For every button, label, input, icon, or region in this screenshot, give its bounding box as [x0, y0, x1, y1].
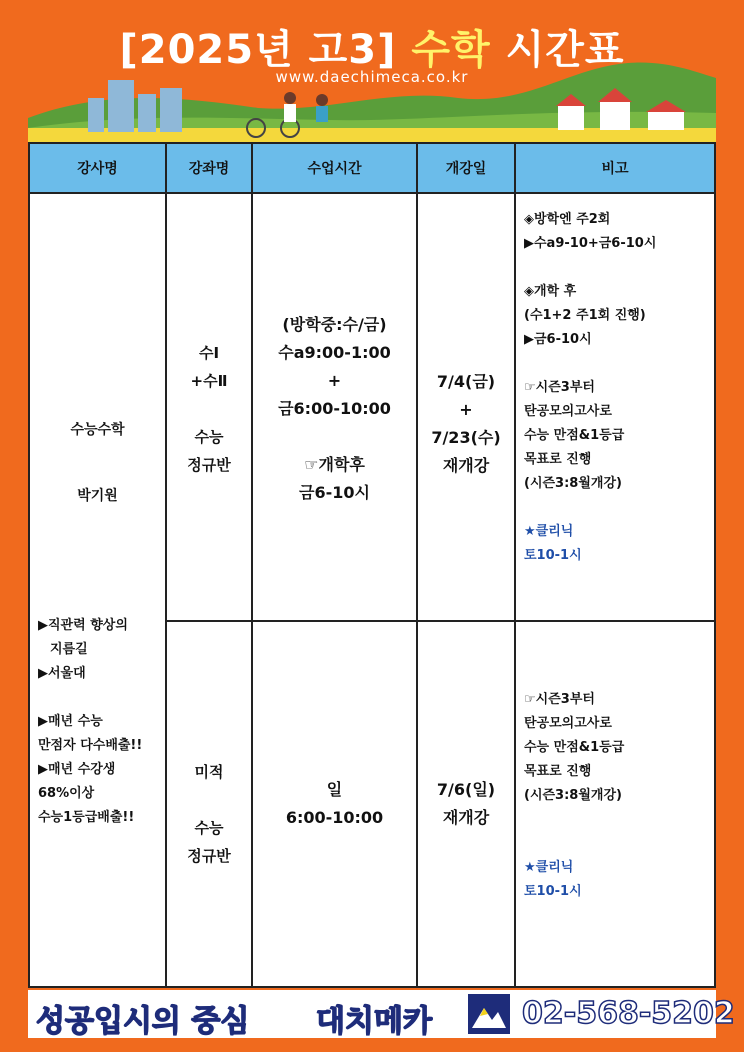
- note-line: ◈개학 후: [524, 284, 577, 299]
- instructor-profile: [38, 614, 166, 834]
- note-line: ◈방학엔 주2회: [524, 212, 611, 227]
- footer-banner: [28, 990, 735, 1039]
- divider: [251, 144, 253, 986]
- note-line: (시즌3:8월개강): [524, 476, 622, 491]
- start-line: 재개강: [442, 808, 490, 827]
- profile-line: ▶직관력 향상의: [38, 618, 128, 633]
- course-line: +수Ⅱ: [190, 372, 228, 390]
- footer-brand: 대치메카: [316, 1004, 432, 1039]
- note-line: ☞시즌3부터: [524, 380, 595, 395]
- profile-line: 만점자 다수배출!!: [38, 738, 143, 753]
- note-line: 목표로 진행: [524, 452, 592, 467]
- divider: [416, 144, 418, 986]
- note-line: (시즌3:8월개강): [524, 788, 622, 803]
- divider: [30, 192, 714, 194]
- instructor-name: 박기원: [77, 488, 118, 504]
- website-url[interactable]: www.daechimeca.co.kr: [275, 68, 469, 86]
- profile-line: 수능1등급배출!!: [38, 810, 135, 825]
- instructor-course-name: 수능수학: [70, 422, 125, 438]
- row2-note: [524, 688, 714, 928]
- time-line: +: [327, 371, 342, 390]
- time-line: 금6:00-10:00: [278, 399, 391, 418]
- time-line: 6:00-10:00: [285, 808, 384, 827]
- timetable: [28, 142, 716, 988]
- clinic-label: ★클리닉: [524, 524, 574, 539]
- profile-line: ▶매년 수능: [38, 714, 103, 729]
- note-line: (수1+2 주1회 진행): [524, 308, 646, 323]
- column-header-note: 비고: [601, 161, 629, 177]
- note-line: 수능 만점&1등급: [524, 740, 625, 755]
- title-prefix: [2025년 고3]: [119, 27, 397, 73]
- row1-start: [418, 364, 514, 484]
- start-line: +: [459, 400, 473, 419]
- note-line: ▶수a9-10+금6-10시: [524, 236, 657, 251]
- note-line: 목표로 진행: [524, 764, 592, 779]
- title-highlight: 수학: [411, 27, 491, 73]
- course-line: 미적: [194, 763, 224, 781]
- note-line: ☞시즌3부터: [524, 692, 595, 707]
- note-line: 수능 만점&1등급: [524, 428, 625, 443]
- clinic-label: ★클리닉: [524, 860, 574, 875]
- row2-time: [253, 774, 416, 834]
- title-suffix: 시간표: [505, 27, 625, 73]
- divider: [165, 620, 714, 622]
- profile-line: 68%이상: [38, 786, 95, 801]
- note-line: 탄공모의고사로: [524, 716, 612, 731]
- course-line: 정규반: [187, 847, 231, 865]
- column-header-course: 강좌명: [188, 161, 230, 177]
- divider: [514, 144, 516, 986]
- row1-note: [524, 208, 714, 608]
- profile-line: ▶매년 수강생: [38, 762, 116, 777]
- start-line: 재개강: [442, 456, 490, 475]
- time-line: (방학중:수/금): [282, 315, 387, 334]
- time-line: 일: [326, 780, 343, 799]
- time-line: 수a9:00-1:00: [278, 343, 391, 362]
- row1-course: [167, 334, 251, 484]
- row1-time: [253, 304, 416, 514]
- time-line: 금6-10시: [299, 483, 370, 502]
- brand-logo-icon: [468, 994, 510, 1034]
- row2-start: [418, 774, 514, 834]
- footer-slogan: 성공입시의 중심: [36, 1004, 250, 1039]
- time-line: ☞개학후: [304, 455, 365, 474]
- column-header-instructor: 강사명: [77, 161, 118, 177]
- course-line: 수능: [194, 819, 224, 837]
- column-header-start: 개강일: [445, 161, 487, 177]
- profile-line: ▶서울대: [38, 666, 86, 681]
- column-header-time: 수업시간: [307, 161, 362, 177]
- profile-line: 지름길: [50, 642, 88, 657]
- start-line: 7/6(일): [436, 780, 496, 799]
- note-line: ▶금6-10시: [524, 332, 592, 347]
- start-line: 7/23(수): [431, 428, 501, 447]
- footer-phone[interactable]: 02-568-5202: [522, 996, 735, 1031]
- course-line: 수Ⅰ: [198, 344, 220, 362]
- course-line: 정규반: [187, 456, 231, 474]
- course-line: 수능: [194, 428, 224, 446]
- note-line: 탄공모의고사로: [524, 404, 612, 419]
- clinic-time: 토10-1시: [524, 548, 582, 563]
- clinic-time: 토10-1시: [524, 884, 582, 899]
- row2-course: [167, 754, 251, 874]
- start-line: 7/4(금): [436, 372, 496, 391]
